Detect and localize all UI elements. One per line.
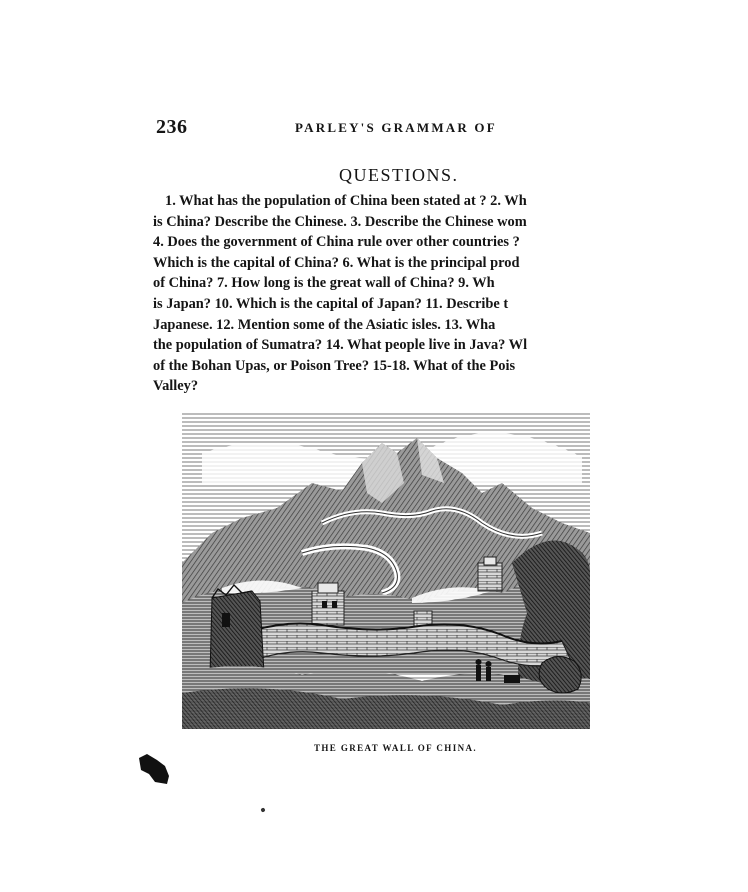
- ruined-tower-left: [210, 585, 264, 675]
- questions-line: is China? Describe the Chinese. 3. Describe the Chinese wom: [153, 213, 527, 230]
- questions-line: Which is the capital of China? 6. What is the principal prod: [153, 254, 520, 271]
- ink-blot-mark: [137, 752, 171, 786]
- questions-line: of China? 7. How long is the great wall of China? 9. Wh: [153, 275, 495, 292]
- questions-line: is Japan? 10. Which is the capital of Japan? 11. Describe t: [153, 295, 509, 312]
- section-title: QUESTIONS.: [339, 165, 459, 185]
- questions-paragraph: [153, 191, 615, 403]
- questions-line: of the Bohan Upas, or Poison Tree? 15-18. What of the Pois: [153, 357, 516, 374]
- questions-line: 4. Does the government of China rule over other countries ?: [153, 234, 520, 251]
- ink-speck-mark: [260, 807, 265, 812]
- questions-line: Japanese. 12. Mention some of the Asiatic isles. 13. Wha: [153, 316, 496, 333]
- running-head: PARLEY'S GRAMMAR OF: [295, 120, 497, 135]
- page-number: 236: [156, 116, 188, 138]
- great-wall-engraving: [182, 413, 590, 729]
- questions-line: the population of Sumatra? 14. What people live in Java? Wl: [153, 337, 528, 354]
- illustration-caption: THE GREAT WALL OF CHINA.: [314, 743, 478, 753]
- questions-line: 1. What has the population of China been stated at ? 2. Wh: [165, 193, 527, 209]
- bush: [539, 656, 581, 693]
- questions-line: Valley?: [153, 378, 199, 395]
